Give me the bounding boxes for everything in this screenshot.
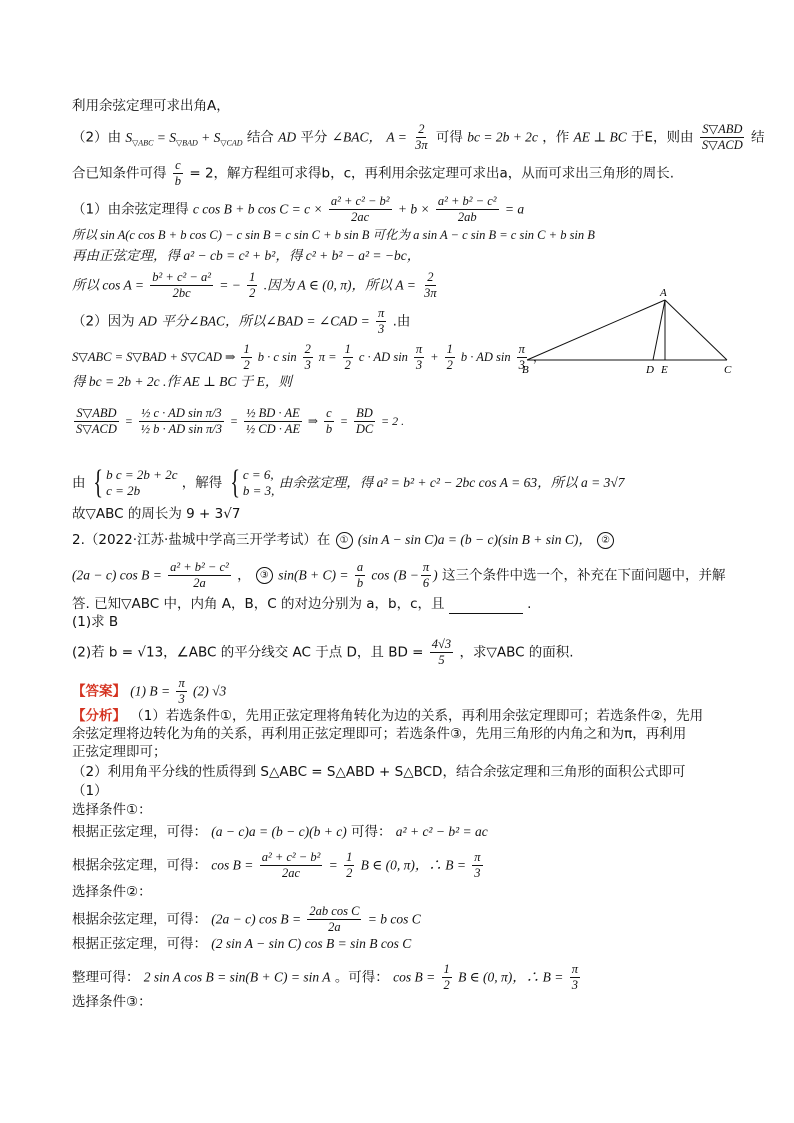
line-text: 。可得： — [334, 969, 389, 986]
math-ad: AD — [278, 129, 297, 145]
fraction: $\frac{\text{a² + c² − b²}}{2ac}$ — [330, 194, 390, 224]
line-text: 再由正弦定理，得 a² − cb = c² + b²，得 c² + b² − a² = −bc， — [72, 248, 421, 263]
text-line — [72, 992, 152, 1012]
fraction: $\frac{\text{S▽ABD}}{\text{S▽ACD}}$ — [76, 406, 117, 436]
fraction: $\frac{\text{½ BD · AE}}{\text{½ CD · AE}}$ — [245, 406, 301, 436]
fraction: $\frac{\pi}{6}$ — [422, 560, 430, 590]
fraction: $\frac{1}{2}$ — [344, 342, 351, 372]
line-text: 得 bc = 2b + 2c .作 AE ⊥ BC 于 E，则 — [72, 374, 292, 389]
math-expr: (2 sin A − sin C) cos B = sin B cos C — [211, 936, 412, 951]
text-line — [72, 800, 152, 820]
math-bc: bc = 2b + 2c — [467, 129, 538, 145]
math-a: A = — [386, 129, 407, 145]
fraction: $\frac{1}{2}$ — [346, 850, 353, 880]
text-line — [72, 122, 765, 153]
fraction: $\frac{\text{S▽ABD}}{\text{S▽ACD}}$ — [701, 122, 743, 152]
fraction: $\frac{\pi}{3}$ — [474, 850, 481, 880]
text-line — [72, 676, 226, 707]
text-line — [72, 406, 404, 437]
text-line — [72, 530, 615, 550]
math-expr: cos B = — [211, 857, 254, 873]
math-expr: 2 sin A cos B = sin(B + C) = sin A — [143, 969, 331, 985]
math-expr: b · c sin — [257, 350, 297, 364]
line-text: ， — [532, 349, 546, 364]
line-text: 2.（2022·江苏·盐城中学高三开学考试）在 — [72, 532, 331, 548]
analysis-tag: 【分析】 — [72, 708, 126, 724]
math-expr: + — [430, 350, 439, 364]
line-text: 平分 — [300, 129, 328, 146]
math-expr: (sin A − sin C)a = (b − c)(sin B + sin C)， — [357, 532, 592, 547]
text-line — [72, 781, 108, 801]
line-text: . — [527, 596, 532, 612]
fraction: $\frac{\pi}{3}$ — [378, 306, 385, 336]
line-text: 根据正弦定理，可得： — [72, 936, 207, 952]
line-text: ， — [237, 567, 251, 584]
line-text: ，作 — [542, 129, 570, 146]
math-expr: + b × — [397, 201, 430, 217]
math-expr: (2a − c) cos B = — [211, 911, 302, 927]
fraction: $\frac{\text{b² + c² − a²}}{2bc}$ — [152, 270, 211, 300]
line-text: 可得 — [435, 129, 463, 146]
fraction: $\frac{\text{a² + b² − c²}}{2ab}$ — [437, 194, 497, 224]
fraction: $\frac{2}{3\pi}$ — [424, 270, 437, 300]
line-text: 根据余弦定理，可得： — [72, 857, 207, 874]
side-ac — [665, 300, 727, 360]
math-expr: .因为 A ∈ (0, π)，所以 A = — [263, 277, 416, 293]
math-expr: = — [339, 414, 348, 428]
text-line — [72, 822, 488, 842]
text-line — [72, 342, 545, 373]
fraction: $\frac{\pi}{3}$ — [178, 676, 185, 706]
math-expr: cos B = — [393, 969, 436, 985]
fraction: $\frac{a}{b}$ — [356, 560, 364, 590]
math-expr: B ∈ (0, π)，∴ B = — [360, 857, 466, 873]
line-text: （2）由 — [72, 129, 122, 146]
math-expr: = 2 . — [381, 414, 405, 428]
line-text: ，解得 — [181, 475, 223, 491]
math-expr: c · AD sin — [358, 350, 408, 364]
text-line — [72, 850, 485, 881]
vertex-b-label: B — [522, 364, 529, 376]
math-expr: = a — [504, 201, 525, 217]
text-line — [72, 724, 686, 744]
line-text: .由 — [392, 313, 411, 330]
math-expr: 所以 cos A = — [72, 277, 144, 293]
math-expr: = — [328, 857, 338, 873]
math-expr: ⇒ — [307, 414, 318, 428]
text-line — [72, 466, 625, 500]
circle-one-icon: ① — [336, 532, 353, 549]
fraction: $\frac{BD}{DC}$ — [355, 406, 374, 436]
math-angle: ∠BAC， — [331, 129, 383, 145]
bisector-ad — [653, 300, 665, 360]
math-expr: (2a − c) cos B = — [72, 567, 162, 583]
math-expr: = — [124, 414, 133, 428]
fraction: $\frac{2}{3\pi}$ — [415, 122, 428, 152]
circle-three-icon: ③ — [256, 567, 273, 584]
line-text: （1）由余弦定理得 — [72, 201, 189, 218]
line-text: 结 — [751, 129, 765, 146]
line-text: （2）因为 — [72, 313, 135, 330]
fraction: $\frac{2}{3}$ — [304, 342, 311, 372]
line-text: 答. 已知▽ABC 中，内角 A，B，C 的对边分别为 a，b，c，且 — [72, 596, 445, 612]
math-expr: = − — [219, 277, 241, 293]
fraction: $\frac{4√3}{5}$ — [431, 637, 452, 667]
math-expr: cos — [371, 567, 390, 583]
fraction: $\frac{c}{b}$ — [174, 158, 182, 188]
fraction: $\frac{1}{2}$ — [249, 270, 256, 300]
text-line — [72, 270, 441, 301]
line-text: 结合 — [246, 129, 274, 146]
text-line: (2a − c) cos B = $\frac{\text{a² + b² − c²}}{2a}$ ， ③ sin(B + C) = $\frac{a}{b}$ cos (B − $\frac{\pi}{6}$ ) 这三个条件中选一个，补充在下面问题中，并解 — [72, 560, 726, 590]
triangle-figure — [515, 285, 745, 380]
text-line — [72, 904, 421, 935]
text-line — [72, 246, 420, 266]
fraction: $\frac{\text{a² + b² − c²}}{2a}$ — [170, 560, 229, 590]
fraction: $\frac{\text{a² + c² − b²}}{2ac}$ — [261, 850, 321, 880]
fraction: $\frac{1}{2}$ — [446, 342, 453, 372]
line-text: (1)求 B — [72, 614, 119, 630]
text-line — [72, 612, 118, 632]
line-text: 选择条件①： — [72, 802, 152, 818]
text-line — [72, 372, 292, 392]
text-line — [72, 194, 524, 225]
fraction: $\frac{\text{2ab cos C}}{2a}$ — [309, 904, 360, 934]
text-line — [72, 158, 674, 189]
math-ad: AD — [138, 313, 157, 329]
line-text: 正弦定理即可； — [72, 744, 167, 760]
line-text: = 2，解方程组可求得b，c，再利用余弦定理可求出a，从而可求出三角形的周长. — [189, 165, 675, 182]
line-text: 合已知条件可得 — [72, 165, 167, 182]
line-text: 整理可得： — [72, 969, 140, 986]
line-text: 利用余弦定理可求出角A， — [72, 98, 230, 114]
text-line — [72, 934, 411, 954]
line-text: 由余弦定理，得 a² = b² + c² − 2bc cos A = 63，所以 a = 3√7 — [278, 475, 625, 490]
math-expr: sin(B + C) = — [278, 567, 349, 583]
line-text: 故▽ABC 的周长为 9 + 3√7 — [72, 506, 241, 522]
line-text: （1）若选条件①，先用正弦定理将角转化为边的关系，再利用余弦定理即可；若选条件②，先用 — [130, 708, 704, 724]
text-line — [72, 962, 582, 993]
line-text: 由 — [72, 475, 86, 491]
line-text: 选择条件③： — [72, 994, 152, 1010]
fraction: $\frac{\pi}{3}$ — [571, 962, 578, 992]
point-d-label: D — [646, 364, 654, 376]
answer-blank — [449, 599, 523, 614]
math-expr: b · AD sin — [460, 350, 511, 364]
circle-two-icon: ② — [597, 532, 614, 549]
math-expr: a² + c² − b² = ac — [395, 824, 488, 839]
math-expr: 平分∠BAC，所以∠BAD = ∠CAD = — [161, 313, 370, 329]
math-expr: c cos B + b cos C = c × — [192, 201, 323, 217]
text-line — [72, 882, 152, 902]
text-line — [72, 594, 531, 614]
line-text: (2)若 b = √13，∠ABC 的平分线交 AC 于点 D，且 BD = — [72, 644, 424, 661]
answer-tag: 【答案】 — [72, 683, 126, 700]
vertex-c-label: C — [724, 364, 732, 376]
line-text: 根据正弦定理，可得： — [72, 824, 207, 840]
line-text: ，求▽ABC 的面积. — [459, 644, 574, 661]
line-text: 根据余弦定理，可得： — [72, 911, 207, 928]
math-expr: (a − c)a = (b − c)(b + c) — [211, 824, 347, 839]
text-line — [72, 504, 240, 524]
line-text: 这三个条件中选一个，补充在下面问题中，并解 — [441, 567, 726, 584]
equation-system: { b c = 2b + 2c c = 2b — [93, 464, 178, 501]
math-expr: = — [229, 414, 238, 428]
text-line — [72, 637, 574, 668]
text-line — [72, 96, 230, 116]
math-expr: B ∈ (0, π)，∴ B = — [458, 969, 564, 985]
area-eq: $S_{▽ABC} = S_{▽BAD} + S_{▽CAD}$ — [125, 129, 243, 148]
text-line — [72, 742, 167, 762]
text-line — [72, 762, 685, 782]
fraction: $\frac{1}{2}$ — [243, 342, 250, 372]
text-line — [72, 225, 595, 245]
line-text: 选择条件②： — [72, 884, 152, 900]
line-text: （2）利用角平分线的性质得到 S△ABC = S△ABD + S△BCD，结合余弦定理和三角形的面积公式即可 — [72, 764, 686, 780]
fraction: $\frac{\pi}{3}$ — [518, 342, 525, 372]
math-expr: (2) √3 — [193, 683, 227, 699]
line-text: 余弦定理将边转化为角的关系，再利用正弦定理即可；若选条件③，先用三角形的内角之和为π，再利用 — [72, 726, 687, 742]
math-expr: S▽ABC = S▽BAD + S▽CAD ⇒ — [72, 350, 236, 364]
fraction: $\frac{1}{2}$ — [443, 962, 450, 992]
line-text: 所以 sin A(c cos B + b cos C) − c sin B = c sin C + b sin B 可化为 a sin A − c sin B = c sin C + b sin B — [72, 228, 595, 242]
fraction: $\frac{c}{b}$ — [325, 406, 333, 436]
math-expr: (1) B = — [130, 683, 171, 699]
text-line — [72, 706, 703, 726]
equation-system: { c = 6, b = 3, — [229, 464, 275, 501]
point-e-label: E — [661, 364, 668, 376]
text-line — [72, 306, 410, 337]
line-text: （1） — [72, 783, 108, 799]
math-perp: AE ⊥ BC — [573, 129, 627, 145]
fraction: $\frac{\pi}{3}$ — [415, 342, 423, 372]
fraction: $\frac{\text{½ c · AD sin π/3}}{\text{½ b · AD sin π/3}}$ — [140, 406, 223, 436]
side-ab — [527, 300, 665, 360]
math-expr: π = — [318, 350, 337, 364]
math-expr: = b cos C — [367, 911, 421, 927]
line-text: 于E，则由 — [631, 129, 694, 146]
line-text: 可得： — [350, 824, 392, 840]
vertex-a-label: A — [660, 287, 667, 299]
